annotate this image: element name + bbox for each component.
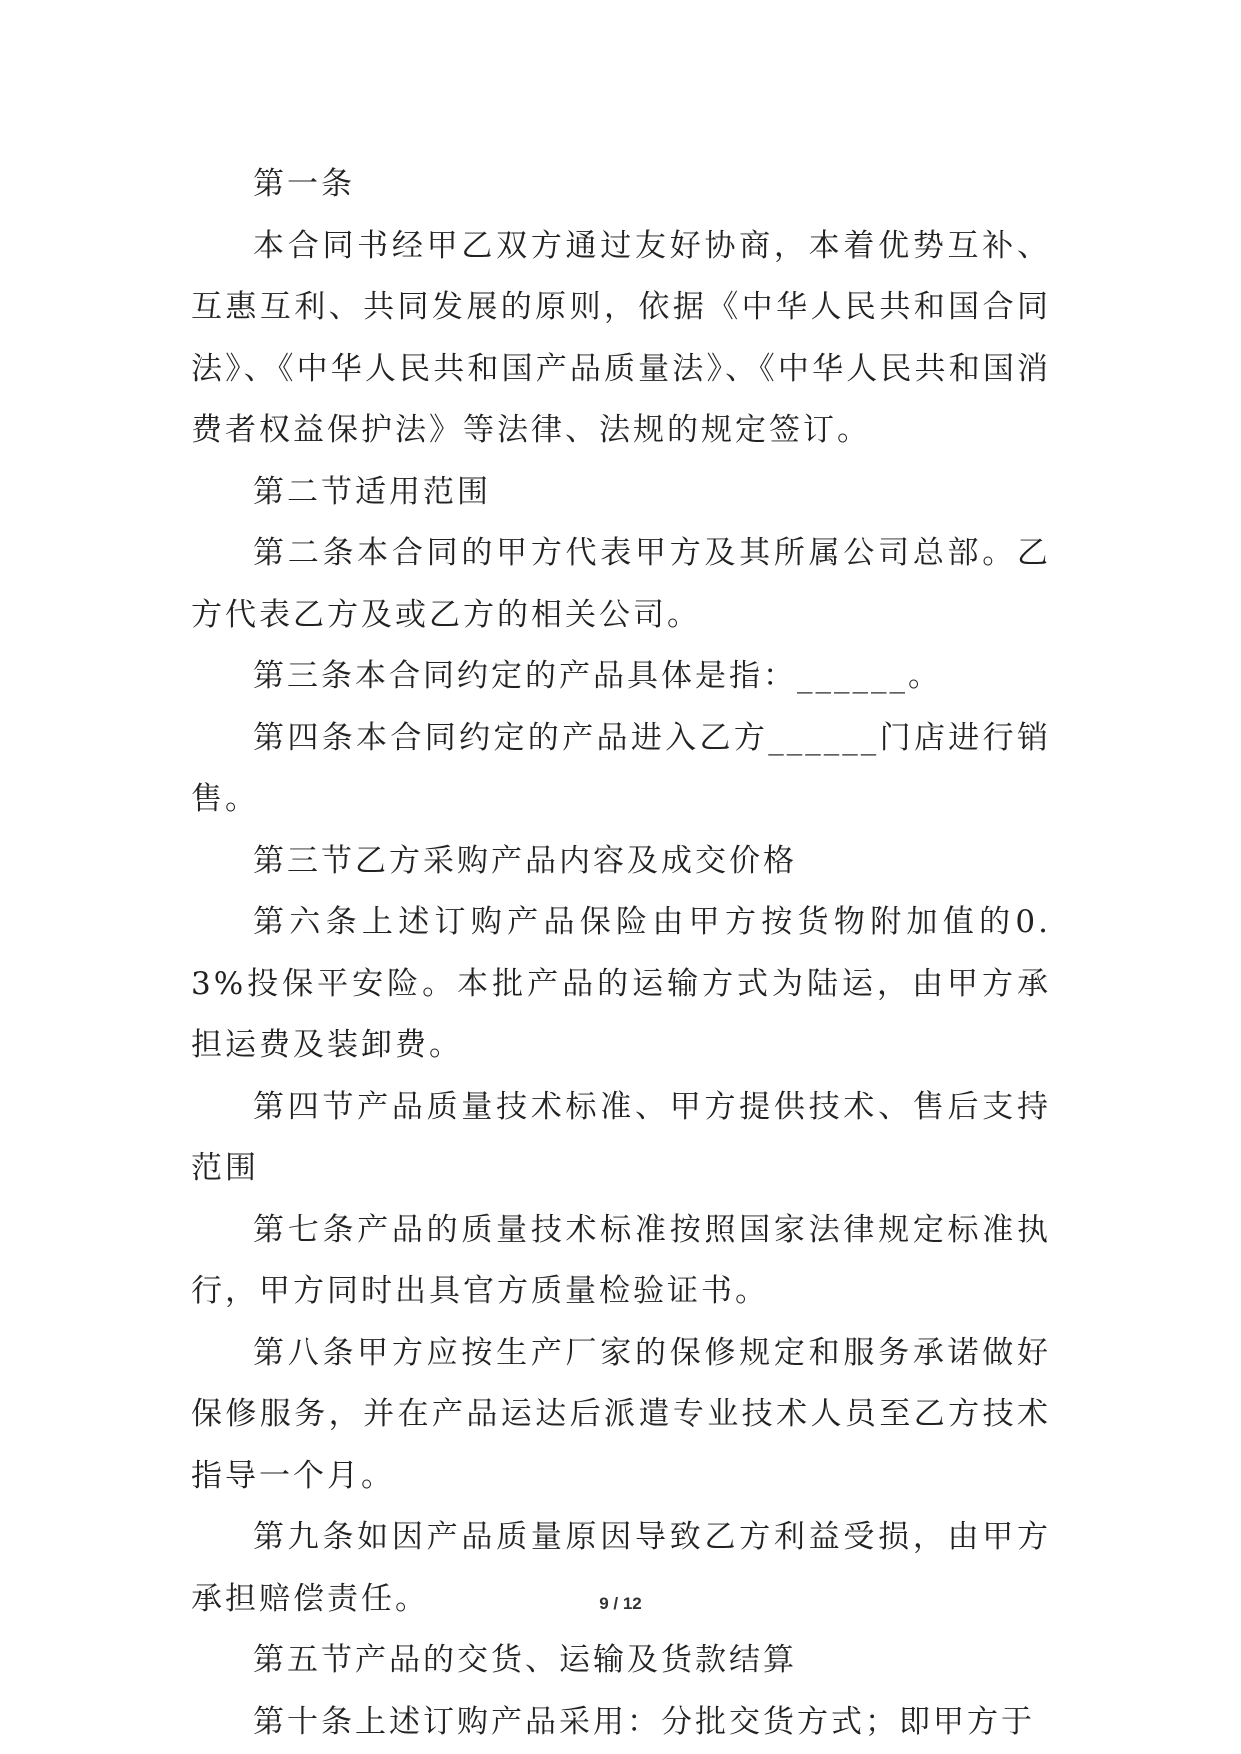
article-10-text: 第十条上述订购产品采用：分批交货方式；即甲方于 xyxy=(253,1703,1035,1740)
article-1-text: 本合同书经甲乙双方通过友好协商，本着优势互补、互惠互利、共同发展的原则，依据《中华人民共和国合同法》、《中华人民共和国产品质量法》、《中华人民共和国消费者权益保护法》等法律、法规的规定签订。 xyxy=(191,227,1051,448)
article-1-heading: 第一条 xyxy=(253,166,355,202)
page-number: 9 / 12 xyxy=(599,1594,642,1613)
article-4-text: 第四条本合同约定的产品进入乙方______门店进行销售。 xyxy=(191,719,1051,817)
article-7-text: 第七条产品的质量技术标准按照国家法律规定标准执行，甲方同时出具官方质量检验证书。 xyxy=(191,1211,1051,1309)
article-3-text: 第三条本合同约定的产品具体是指：______。 xyxy=(253,658,942,694)
document-body xyxy=(191,154,1051,1753)
article-2-text: 第二条本合同的甲方代表甲方及其所属公司总部。乙方代表乙方及或乙方的相关公司。 xyxy=(191,535,1051,633)
section-3-heading: 第三节乙方采购产品内容及成交价格 xyxy=(253,842,797,879)
section-5-heading: 第五节产品的交货、运输及货款结算 xyxy=(253,1642,797,1678)
section-4-heading: 第四节产品质量技术标准、甲方提供技术、售后支持范围 xyxy=(191,1088,1051,1186)
article-9-text: 第九条如因产品质量原因导致乙方利益受损，由甲方承担赔偿责任。 xyxy=(191,1519,1051,1617)
section-2-heading: 第二节适用范围 xyxy=(253,473,491,510)
article-8-text: 第八条甲方应按生产厂家的保修规定和服务承诺做好保修服务，并在产品运达后派遣专业技术人员至乙方技术指导一个月。 xyxy=(191,1334,1051,1494)
article-6-text: 第六条上述订购产品保险由甲方按货物附加值的0.3%投保平安险。本批产品的运输方式为陆运，由甲方承担运费及装卸费。 xyxy=(191,904,1051,1063)
